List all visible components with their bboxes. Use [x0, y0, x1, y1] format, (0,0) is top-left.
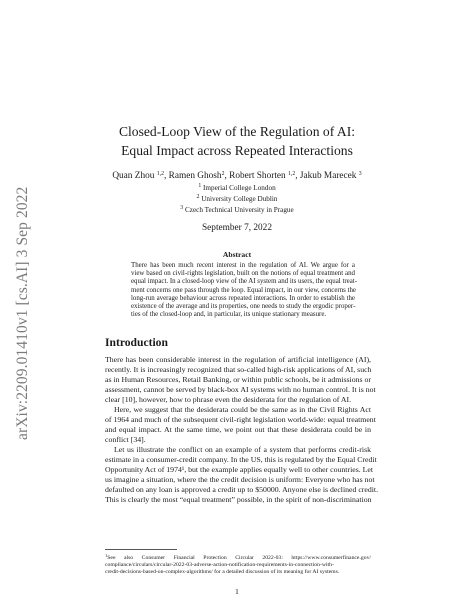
body-line: clear [10], however, how to phrase even the desiderata for the regulation of AI. — [105, 395, 352, 404]
body-line: Let us illustrate the conflict on an example of a system that performs credit-risk — [114, 445, 371, 454]
body-line: and equal impact. At the same time, we point out that these desiderata could be in — [105, 425, 371, 434]
author-affil-mark: 2 — [221, 171, 225, 177]
abstract-line: equal impact. In a closed-loop view of the AI system and its users, the equal treat- — [131, 278, 357, 286]
author-name: , Robert Shorten — [224, 171, 289, 181]
affiliation-name: University College Dublin — [201, 195, 278, 203]
abstract-line: ties of the closed-loop and, in particular, its unique stationary measure. — [131, 311, 327, 319]
affiliation-number: 2 — [196, 194, 200, 200]
abstract-body — [131, 262, 355, 319]
body-line: This is clearly the most “equal treatment” possible, in the spirit of non-discrimination — [105, 495, 372, 504]
body-line: of 1964 and much of the subsequent civil-right legislation world-wide: equal treatment — [105, 415, 376, 424]
abstract-line: view based on civil-rights legislation, built on the notions of equal treatment and — [131, 270, 355, 278]
footnote-rule — [105, 549, 177, 550]
body-line: assessment, cannot be served by black-box AI systems with no human control. It is not — [105, 385, 376, 394]
footnote-line — [105, 552, 371, 562]
body-line: as in Human Resources, Retail Banking, or within public schools, be it admissions or — [105, 375, 371, 384]
title-line-2: Equal Impact across Repeated Interactions — [121, 143, 353, 158]
author-affil-mark: 1,2 — [156, 171, 164, 177]
affiliation-name: Czech Technical University in Prague — [184, 206, 294, 214]
footnote-text: See also Consumer Financial Protection Circular 2022-03: https://www.consumerfinance.gov/ — [107, 555, 371, 561]
section-body — [105, 355, 379, 505]
abstract-line: There has been much recent interest in the regulation of AI. We argue for a — [131, 262, 355, 269]
page-number: 1 — [235, 587, 239, 596]
body-line: conflict [34]. — [105, 435, 146, 444]
abstract-line: ment concerns one pass through the loop. Equal impact, in our view, concerns the — [131, 286, 356, 294]
body-line: estimate in a consumer-credit company. In the US, this is regulated by the Equal Credit — [105, 455, 377, 464]
body-line: defaulted on any loan is approved a credit up to $50000. Anyone else is declined credit. — [105, 485, 379, 494]
body-line: recently. It is increasingly recognized that so-called high-risk applications of AI, such — [105, 365, 372, 374]
affiliation-number: 1 — [198, 183, 202, 189]
author-name: Quan Zhou — [112, 171, 157, 181]
author-list — [0, 168, 474, 182]
paper-date: September 7, 2022 — [202, 223, 272, 233]
author-affil-mark: 3 — [358, 171, 362, 177]
affiliation — [0, 203, 474, 215]
section-heading: Introduction — [105, 336, 168, 349]
affiliation-number: 3 — [180, 205, 184, 211]
body-line: Opportunity Act of 1974¹, but the example applies equally well to other countries. Let — [105, 465, 374, 474]
abstract-line: long-run average behaviour across repeated interactions. In order to establish the — [131, 294, 355, 302]
author-affil-mark: 1,2 — [288, 171, 296, 177]
body-line: There has been considerable interest in the regulation of artificial intelligence (AI), — [105, 355, 371, 364]
body-line: Here, we suggest that the desiderata could be the same as in the Civil Rights Act — [114, 405, 371, 414]
author-name: , Jakub Marecek — [295, 171, 359, 181]
abstract-heading: Abstract — [222, 250, 252, 259]
footnote-number: 1 — [105, 553, 108, 558]
affiliation-name: Imperial College London — [203, 184, 276, 192]
author-name: , Ramen Ghosh — [163, 171, 222, 181]
title-line-1: Closed-Loop View of the Regulation of AI: — [118, 124, 356, 139]
arxiv-watermark: arXiv:2209.01410v1 [cs.AI] 3 Sep 2022 — [14, 186, 31, 440]
footnote-line: compliance/circulars/circular-2022-03-adverse-action-notification-requirements-in-connection-with- — [105, 562, 334, 569]
footnote — [105, 552, 371, 577]
body-line: us imagine a situation, where the the credit decision is uniform: Everyone who has not — [105, 475, 375, 484]
abstract-line: existence of the average and its properties, one needs to study the ergodic proper- — [131, 303, 356, 311]
paper-title — [0, 122, 474, 160]
footnote-line: credit-decisions-based-on-complex-algorithms/ for a detailed discussion of its meaning for AI systems. — [105, 569, 340, 576]
